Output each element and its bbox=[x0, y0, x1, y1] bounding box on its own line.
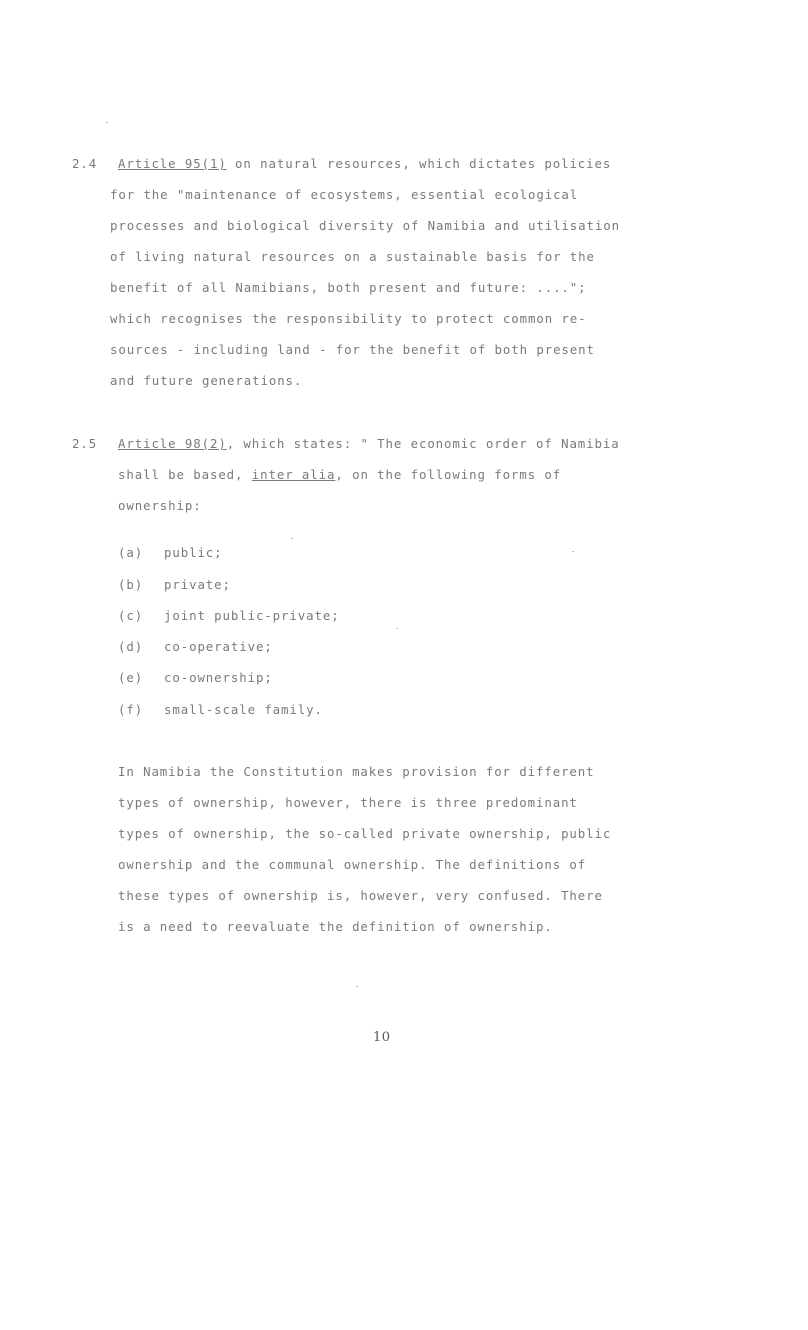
paragraph-line: is a need to reevaluate the definition of ownership. bbox=[118, 919, 553, 934]
paragraph-line: ownership and the communal ownership. The definitions of bbox=[118, 857, 587, 872]
list-item-text: co-ownership; bbox=[164, 670, 273, 685]
list-item-label: (f) bbox=[118, 702, 144, 717]
list-item-text: public; bbox=[164, 545, 223, 560]
list-item-label: (b) bbox=[118, 577, 144, 592]
paragraph-line: processes and biological diversity of Namibia and utilisation bbox=[110, 218, 620, 233]
paragraph-line: types of ownership, the so-called private ownership, public bbox=[118, 826, 612, 841]
line-text: , which states: " The economic order of Namibia bbox=[226, 436, 620, 451]
line-text: shall be based, bbox=[118, 467, 252, 482]
list-item-label: (e) bbox=[118, 670, 144, 685]
list-item-label: (d) bbox=[118, 639, 144, 654]
scan-speck bbox=[291, 538, 293, 539]
paragraph-line: types of ownership, however, there is three predominant bbox=[118, 795, 578, 810]
latin-phrase: inter alia bbox=[251, 467, 336, 482]
list-item-label: (a) bbox=[118, 545, 144, 560]
article-reference: Article 95(1) bbox=[118, 156, 227, 171]
paragraph-line: benefit of all Namibians, both present and future: ...."; bbox=[110, 280, 587, 295]
paragraph-line: which recognises the responsibility to protect common re- bbox=[110, 311, 587, 326]
line-text: , on the following forms of bbox=[335, 467, 562, 482]
list-item-text: small-scale family. bbox=[164, 702, 323, 717]
paragraph-line: these types of ownership is, however, very confused. There bbox=[118, 888, 603, 903]
list-item-text: private; bbox=[164, 577, 231, 592]
paragraph-line: for the "maintenance of ecosystems, essential ecological bbox=[110, 187, 579, 202]
paragraph-line bbox=[118, 467, 561, 483]
section-number: 2.4 bbox=[72, 156, 98, 171]
list-item-text: co-operative; bbox=[164, 639, 273, 654]
scan-speck bbox=[572, 551, 574, 552]
line-text: on natural resources, which dictates policies bbox=[226, 156, 612, 171]
scan-speck bbox=[106, 122, 108, 123]
paragraph-line: ownership: bbox=[118, 498, 202, 513]
section-number: 2.5 bbox=[72, 436, 98, 451]
paragraph-line: In Namibia the Constitution makes provision for different bbox=[118, 764, 595, 779]
list-item-text: joint public-private; bbox=[164, 608, 340, 623]
page-number: 10 bbox=[373, 1030, 391, 1045]
paragraph-line bbox=[118, 436, 620, 452]
list-item-label: (c) bbox=[118, 608, 144, 623]
paragraph-line bbox=[118, 156, 611, 172]
article-reference: Article 98(2) bbox=[118, 436, 227, 451]
paragraph-line: and future generations. bbox=[110, 373, 303, 388]
scan-speck bbox=[356, 986, 358, 987]
paragraph-line: of living natural resources on a sustainable basis for the bbox=[110, 249, 595, 264]
paragraph-line: sources - including land - for the benefit of both present bbox=[110, 342, 595, 357]
scan-speck bbox=[396, 628, 398, 629]
